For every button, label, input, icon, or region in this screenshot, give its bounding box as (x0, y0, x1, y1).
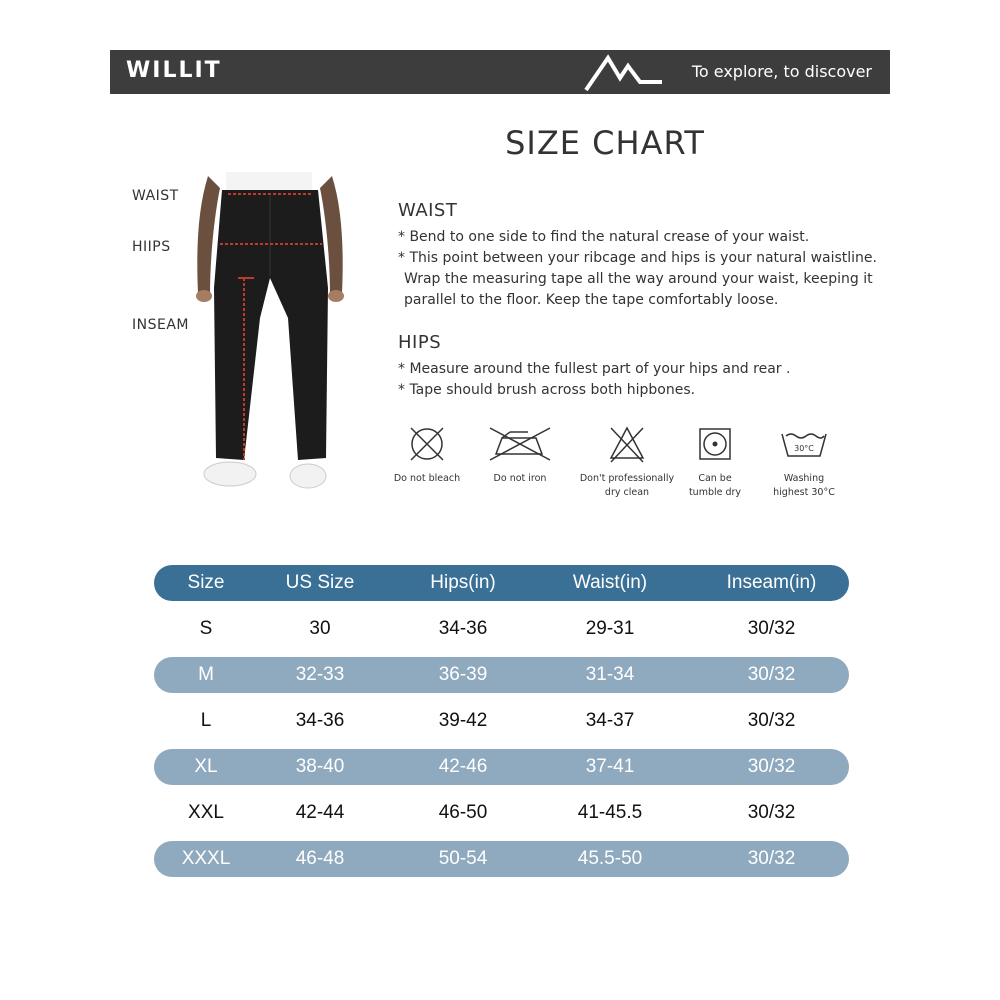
hips-line-2: * Tape should brush across both hipbones. (398, 382, 696, 398)
waist-line-2: * This point between your ribcage and hips is your natural waistline. (398, 250, 877, 266)
table-row (154, 841, 849, 877)
header-size: Size (187, 572, 225, 593)
cell-waist: 29-31 (585, 618, 635, 639)
tumble-dry-icon (695, 424, 735, 464)
care-item-no-dry-clean (577, 424, 677, 500)
header-waist: Waist(in) (572, 572, 648, 593)
waist-line-3: Wrap the measuring tape all the way around your waist, keeping it (404, 271, 873, 287)
cell-inseam: 30/32 (747, 756, 796, 777)
cell-inseam: 30/32 (747, 664, 796, 685)
model-pants-illustration (190, 168, 350, 498)
cell-size: S (199, 618, 213, 639)
brand-banner (110, 50, 890, 94)
table-row (154, 611, 849, 647)
waist-line-4: parallel to the floor. Keep the tape comfortably loose. (404, 292, 779, 308)
header-inseam: Inseam(in) (726, 572, 817, 593)
header-us-size: US Size (285, 572, 355, 593)
cell-waist: 31-34 (585, 664, 635, 685)
cell-size: XXL (188, 802, 224, 823)
care-label-tumble-dry: Can be tumble dry (688, 473, 742, 498)
care-item-wash-30 (754, 424, 854, 500)
cell-hips: 39-42 (438, 710, 488, 731)
cell-waist: 37-41 (585, 756, 635, 777)
table-row (154, 795, 849, 831)
care-label-no-dry-clean: Don't professionally dry clean (579, 473, 675, 498)
cell-inseam: 30/32 (747, 618, 796, 639)
size-table (154, 565, 849, 887)
table-row (154, 703, 849, 739)
waist-line-1: * Bend to one side to find the natural crease of your waist. (398, 229, 810, 245)
cell-inseam: 30/32 (747, 848, 796, 869)
cell-waist: 34-37 (585, 710, 635, 731)
care-item-no-bleach (377, 424, 477, 486)
cell-us-size: 32-33 (295, 664, 345, 685)
wash-temp-text: 30°C (794, 444, 814, 453)
cell-us-size: 46-48 (295, 848, 345, 869)
brand-tagline: To explore, to discover (691, 62, 872, 81)
mountain-logo-icon (582, 52, 672, 92)
care-item-tumble-dry (665, 424, 765, 500)
cell-waist: 41-45.5 (577, 802, 643, 823)
cell-us-size: 30 (309, 618, 331, 639)
header-hips: Hips(in) (430, 572, 496, 593)
cell-hips: 42-46 (438, 756, 488, 777)
no-bleach-icon (407, 424, 447, 464)
cell-hips: 34-36 (438, 618, 488, 639)
brand-name: WILLIT (126, 58, 222, 83)
no-iron-icon (488, 424, 552, 464)
page-title: SIZE CHART (505, 124, 705, 162)
hips-line-1: * Measure around the fullest part of your hips and rear . (398, 361, 791, 377)
no-dry-clean-icon (607, 424, 647, 464)
care-label-no-iron: Do not iron (493, 473, 547, 484)
table-header-row (154, 565, 849, 601)
cell-size: XXXL (181, 848, 231, 869)
model-label-inseam: INSEAM (132, 317, 189, 333)
cell-waist: 45.5-50 (577, 848, 643, 869)
cell-inseam: 30/32 (747, 710, 796, 731)
cell-us-size: 38-40 (295, 756, 345, 777)
cell-us-size: 34-36 (295, 710, 345, 731)
care-label-wash-30: Washing highest 30°C (773, 473, 835, 498)
model-label-waist: WAIST (132, 188, 179, 204)
cell-us-size: 42-44 (295, 802, 345, 823)
cell-size: L (200, 710, 212, 731)
cell-hips: 36-39 (438, 664, 488, 685)
table-row (154, 749, 849, 785)
waist-heading: WAIST (398, 200, 458, 221)
cell-hips: 46-50 (438, 802, 488, 823)
cell-size: M (198, 664, 214, 685)
care-label-no-bleach: Do not bleach (393, 473, 461, 484)
cell-size: XL (194, 756, 218, 777)
cell-hips: 50-54 (438, 848, 488, 869)
cell-inseam: 30/32 (747, 802, 796, 823)
model-label-hips: HIIPS (132, 239, 171, 255)
wash-30-icon (778, 424, 830, 464)
table-row (154, 657, 849, 693)
care-item-no-iron (470, 424, 570, 486)
hips-heading: HIPS (398, 332, 442, 353)
